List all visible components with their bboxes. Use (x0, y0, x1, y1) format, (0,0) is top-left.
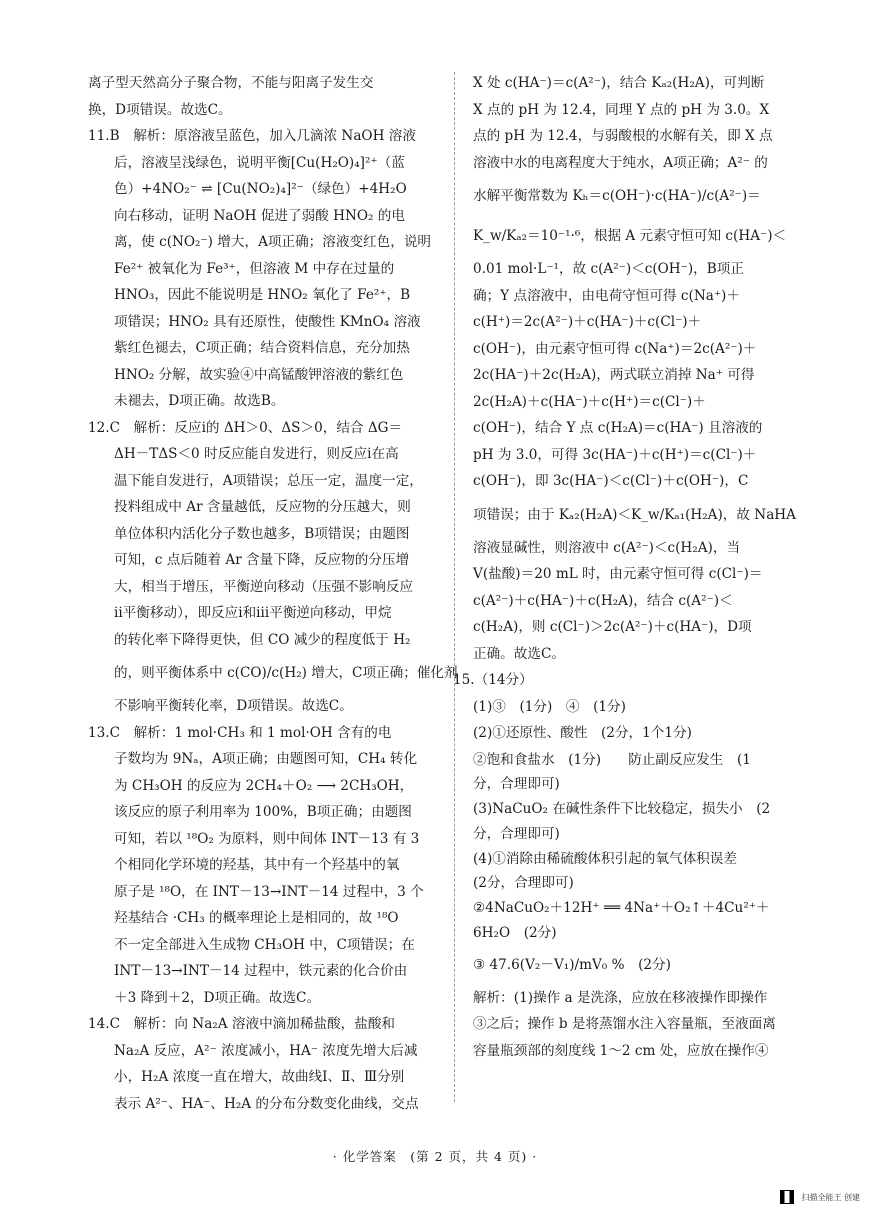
column-divider (454, 72, 455, 1102)
text-line: Na₂A 反应，A²⁻ 浓度减小，HA⁻ 浓度先增大后减 (114, 1042, 418, 1059)
text-line: 解析：(1)操作 a 是洗涤，应放在移液操作即操作 (473, 989, 768, 1006)
text-line: ②4NaCuO₂＋12H⁺ ══ 4Na⁺＋O₂↑＋4Cu²⁺＋ (473, 900, 770, 916)
text-line: 个相同化学环境的羟基，其中有一个羟基中的氧 (114, 857, 400, 873)
text-line: 后，溶液呈浅绿色，说明平衡[Cu(H₂O)₄]²⁺（蓝 (114, 154, 405, 171)
question-heading: 15.（14分） (453, 672, 533, 688)
text-line: 原子是 ¹⁸O，在 INT－13→INT－14 过程中，3 个 (114, 883, 424, 900)
text-line: 的转化率下降得更快，但 CO 减少的程度低于 H₂ (114, 631, 411, 648)
text-line: 温下能自发进行，A项错误；总压一定，温度一定， (114, 472, 423, 489)
text-line: (2)①还原性、酸性 (2分，1个1分) (473, 725, 692, 741)
text-line: 2c(H₂A)＋c(HA⁻)＋c(H⁺)＝c(Cl⁻)＋ (473, 393, 706, 410)
text-line: 的，则平衡体系中 c(CO)/c(H₂) 增大，C项正确；催化剂 (114, 665, 458, 681)
text-line: c(H₂A)，则 c(Cl⁻)＞2c(A²⁻)＋c(HA⁻)，D项 (473, 619, 752, 635)
text-line: ⅱ平衡移动），即反应ⅰ和ⅲ平衡逆向移动，甲烷 (114, 605, 392, 621)
text-line: 未褪去，D项正确。故选B。 (114, 393, 285, 409)
text-line: c(OH⁻)，由元素守恒可得 c(Na⁺)＝2c(A²⁻)＋ (473, 340, 757, 357)
text-line: ΔH－TΔS＜0 时反应能自发进行，则反应ⅰ在高 (114, 446, 399, 462)
text-line: HNO₃，因此不能说明是 HNO₂ 氧化了 Fe²⁺，B (114, 287, 411, 303)
text-line: 0.01 mol·L⁻¹，故 c(A²⁻)＜c(OH⁻)，B项正 (473, 261, 744, 277)
text-line: pH 为 3.0，可得 3c(HA⁻)＋c(H⁺)＝c(Cl⁻)＋ (473, 446, 757, 463)
text-line: 色）+4NO₂⁻ ⇌ [Cu(NO₂)₄]²⁻（绿色）+4H₂O (114, 181, 407, 197)
text-line: 分，合理即可) (473, 776, 560, 792)
text-line: 羟基结合 ·CH₃ 的概率理论上是相同的，故 ¹⁸O (114, 910, 399, 926)
text-line: INT－13→INT－14 过程中，铁元素的化合价由 (114, 963, 408, 979)
text-line: 点的 pH 为 12.4，与弱酸根的水解有关，即 X 点 (473, 128, 773, 144)
text-line: 正确。故选C。 (473, 645, 565, 662)
text-line: 水解平衡常数为 Kₕ＝c(OH⁻)·c(HA⁻)/c(A²⁻)＝ (473, 188, 761, 204)
text-line: ③之后；操作 b 是将蒸馏水注入容量瓶，至液面离 (473, 1016, 776, 1032)
text-line: Fe²⁺ 被氧化为 Fe³⁺，但溶液 M 中存在过量的 (114, 260, 395, 277)
text-line: HNO₂ 分解，故实验④中高锰酸钾溶液的紫红色 (114, 366, 404, 383)
text-line: 小，H₂A 浓度一直在增大，故曲线Ⅰ、Ⅱ、Ⅲ分别 (114, 1069, 405, 1085)
text-line: c(OH⁻)，即 3c(HA⁻)＜c(Cl⁻)＋c(OH⁻)，C (473, 473, 749, 489)
text-line: 12.C 解析：反应ⅰ的 ΔH＞0、ΔS＞0，结合 ΔG＝ (88, 419, 403, 436)
text-line: (2分，合理即可) (473, 875, 574, 891)
text-line: 离子型天然高分子聚合物，不能与阳离子发生交 (88, 75, 374, 91)
text-line: K_w/Kₐ₂＝10⁻¹·⁶，根据 A 元素守恒可知 c(HA⁻)＜ (473, 228, 787, 244)
text-line: (3)NaCuO₂ 在碱性条件下比较稳定，损失小 (2 (473, 801, 771, 817)
text-line: 11.B 解析：原溶液呈蓝色，加入几滴浓 NaOH 溶液 (88, 128, 416, 144)
text-line: 大，相当于增压，平衡逆向移动（压强不影响反应 (114, 578, 414, 595)
text-line: ③ 47.6(V₂－V₁)/mV₀ % (2分) (473, 956, 671, 973)
scanner-watermark: 扫描全能王 创建 (801, 1193, 860, 1202)
page-footer: · 化学答案 (第 2 页，共 4 页) · (332, 1149, 538, 1164)
right-column (453, 70, 796, 1064)
text-line: 不一定全部进入生成物 CH₃OH 中，C项错误；在 (114, 936, 415, 953)
text-line: ②饱和食盐水 (1分) 防止副反应发生 (1 (473, 751, 751, 768)
text-line: 不影响平衡转化率，D项错误。故选C。 (114, 698, 353, 714)
text-line: 14.C 解析：向 Na₂A 溶液中滴加稀盐酸，盐酸和 (88, 1016, 396, 1032)
text-line: 紫红色褪去，C项正确；结合资料信息，充分加热 (114, 340, 410, 356)
text-line: X 处 c(HA⁻)＝c(A²⁻)，结合 Kₐ₂(H₂A)，可判断 (473, 75, 765, 91)
text-line: c(H⁺)＝2c(A²⁻)＋c(HA⁻)＋c(Cl⁻)＋ (473, 314, 702, 330)
text-line: 溶液中水的电离程度大于纯水，A项正确；A²⁻ 的 (473, 154, 768, 171)
text-line: 溶液显碱性，则溶液中 c(A²⁻)＜c(H₂A)，当 (473, 539, 741, 556)
text-line: 确；Y 点溶液中，由电荷守恒可得 c(Na⁺)＋ (473, 287, 740, 304)
text-line: 可知，c 点后随着 Ar 含量下降，反应物的分压增 (114, 552, 410, 568)
text-line: c(A²⁻)＋c(HA⁻)＋c(H₂A)，结合 c(A²⁻)＜ (473, 592, 733, 609)
left-column (88, 70, 458, 1117)
qr-code-icon (780, 1190, 794, 1204)
text-line: V(盐酸)＝20 mL 时，由元素守恒可得 c(Cl⁻)＝ (473, 566, 763, 582)
text-line: 项错误；由于 Kₐ₂(H₂A)＜K_w/Kₐ₁(H₂A)，故 NaHA (473, 506, 796, 523)
text-line: 容量瓶颈部的刻度线 1～2 cm 处，应放在操作④ (473, 1042, 769, 1059)
text-line: 分，合理即可) (473, 825, 560, 842)
text-line: 13.C 解析：1 mol·CH₃ 和 1 mol·OH 含有的电 (88, 724, 392, 741)
text-line: 子数均为 9Nₐ，A项正确；由题图可知，CH₄ 转化 (114, 751, 418, 767)
text-line: ＋3 降到＋2，D项正确。故选C。 (114, 989, 321, 1006)
text-line: (4)①消除由稀硫酸体积引起的氧气体积误差 (473, 850, 737, 867)
text-line: 离，使 c(NO₂⁻) 增大，A项正确；溶液变红色，说明 (114, 234, 432, 250)
text-line: (1)③ (1分) ④ (1分) (473, 698, 626, 715)
text-line: c(OH⁻)，结合 Y 点 c(H₂A)＝c(HA⁻) 且溶液的 (473, 420, 763, 436)
text-line: X 点的 pH 为 12.4，同理 Y 点的 pH 为 3.0。X (473, 101, 770, 118)
text-line: 项错误；HNO₂ 具有还原性，使酸性 KMnO₄ 溶液 (114, 313, 421, 330)
text-line: 该反应的原子利用率为 100%，B项正确；由题图 (114, 804, 412, 820)
text-line: 6H₂O (2分) (473, 924, 557, 941)
text-line: 可知，若以 ¹⁸O₂ 为原料，则中间体 INT－13 有 3 (114, 830, 420, 847)
text-line: 单位体积内活化分子数也越多，B项错误；由题图 (114, 525, 410, 542)
text-line: 投料组成中 Ar 含量越低，反应物的分压越大，则 (114, 499, 411, 515)
text-line: 换，D项错误。故选C。 (88, 101, 232, 118)
text-line: 表示 A²⁻、HA⁻、H₂A 的分布分数变化曲线，交点 (114, 1095, 419, 1112)
text-line: 2c(HA⁻)＋2c(H₂A)，两式联立消掉 Na⁺ 可得 (473, 367, 755, 383)
text-line: 为 CH₃OH 的反应为 2CH₄＋O₂ ⟶ 2CH₃OH， (114, 777, 414, 794)
text-line: 向右移动，证明 NaOH 促进了弱酸 HNO₂ 的电 (114, 207, 405, 224)
